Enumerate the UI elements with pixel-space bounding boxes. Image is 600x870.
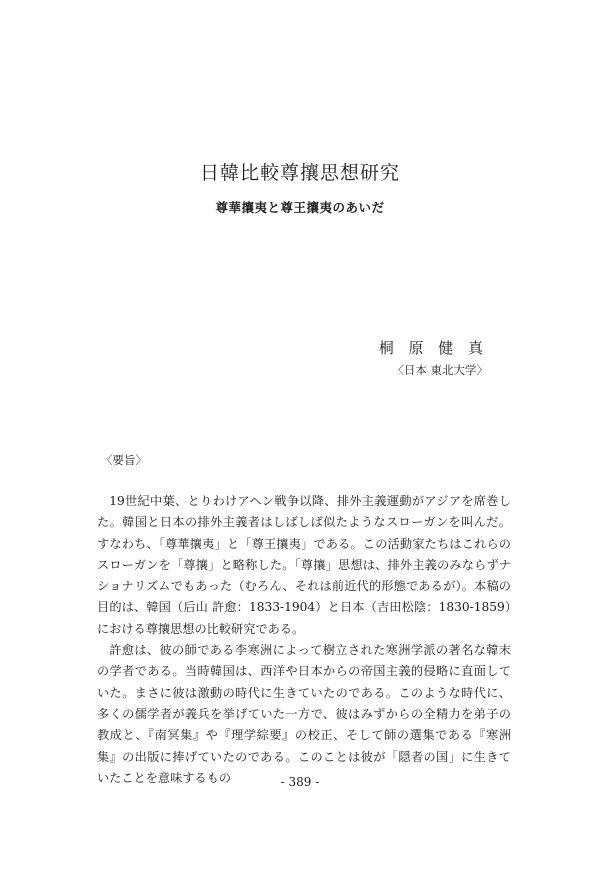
- author-affiliation: 〈日本 東北大学〉: [392, 363, 488, 377]
- author-name: 桐 原 健 真: [378, 339, 488, 357]
- abstract-paragraph-2: 許愈は、彼の師である李寒洲によって樹立された寒洲学派の著名な韓末の学者である。当時韓国は、西洋や日本からの帝国主義的侵略に直面していた。まさに彼は激動の時代に生きていたのである。このような時代に、多くの儒学者が義兵を挙げていた一方で、彼はみずからの全精力を弟子の教成と、『南冥集』や『理学綜要』の校正、そして師の選集である『寒洲集』の出版に捧げていたのである。このことは彼が「隠者の国」に生きていたことを意味するもの: [97, 643, 511, 785]
- paper-title: 日韓比較尊攘思想研究: [199, 162, 400, 184]
- abstract-body: [97, 491, 511, 789]
- abstract-heading: 〈要旨〉: [101, 453, 147, 467]
- paper-subtitle: 尊華攘夷と尊王攘夷のあいだ: [215, 200, 385, 215]
- abstract-paragraph-1: 19世紀中葉、とりわけアヘン戦争以降、排外主義運動がアジアを席巻した。韓国と日本の排外主義者はしばしば似たようなスローガンを叫んだ。すなわち、「尊華攘夷」と「尊王攘夷」である。この活動家たちはこれらのスローガンを「尊攘」と略称した。「尊攘」思想は、排外主義のみならずナショナリズムでもあった（むろん、それは前近代的形態であるが）。本稿の目的は、韓国（后山 許愈：1833-1904）と日本（吉田松陰：1830-1859）における尊攘思想の比較研究である。: [97, 494, 511, 636]
- page-number: - 389 -: [280, 775, 320, 789]
